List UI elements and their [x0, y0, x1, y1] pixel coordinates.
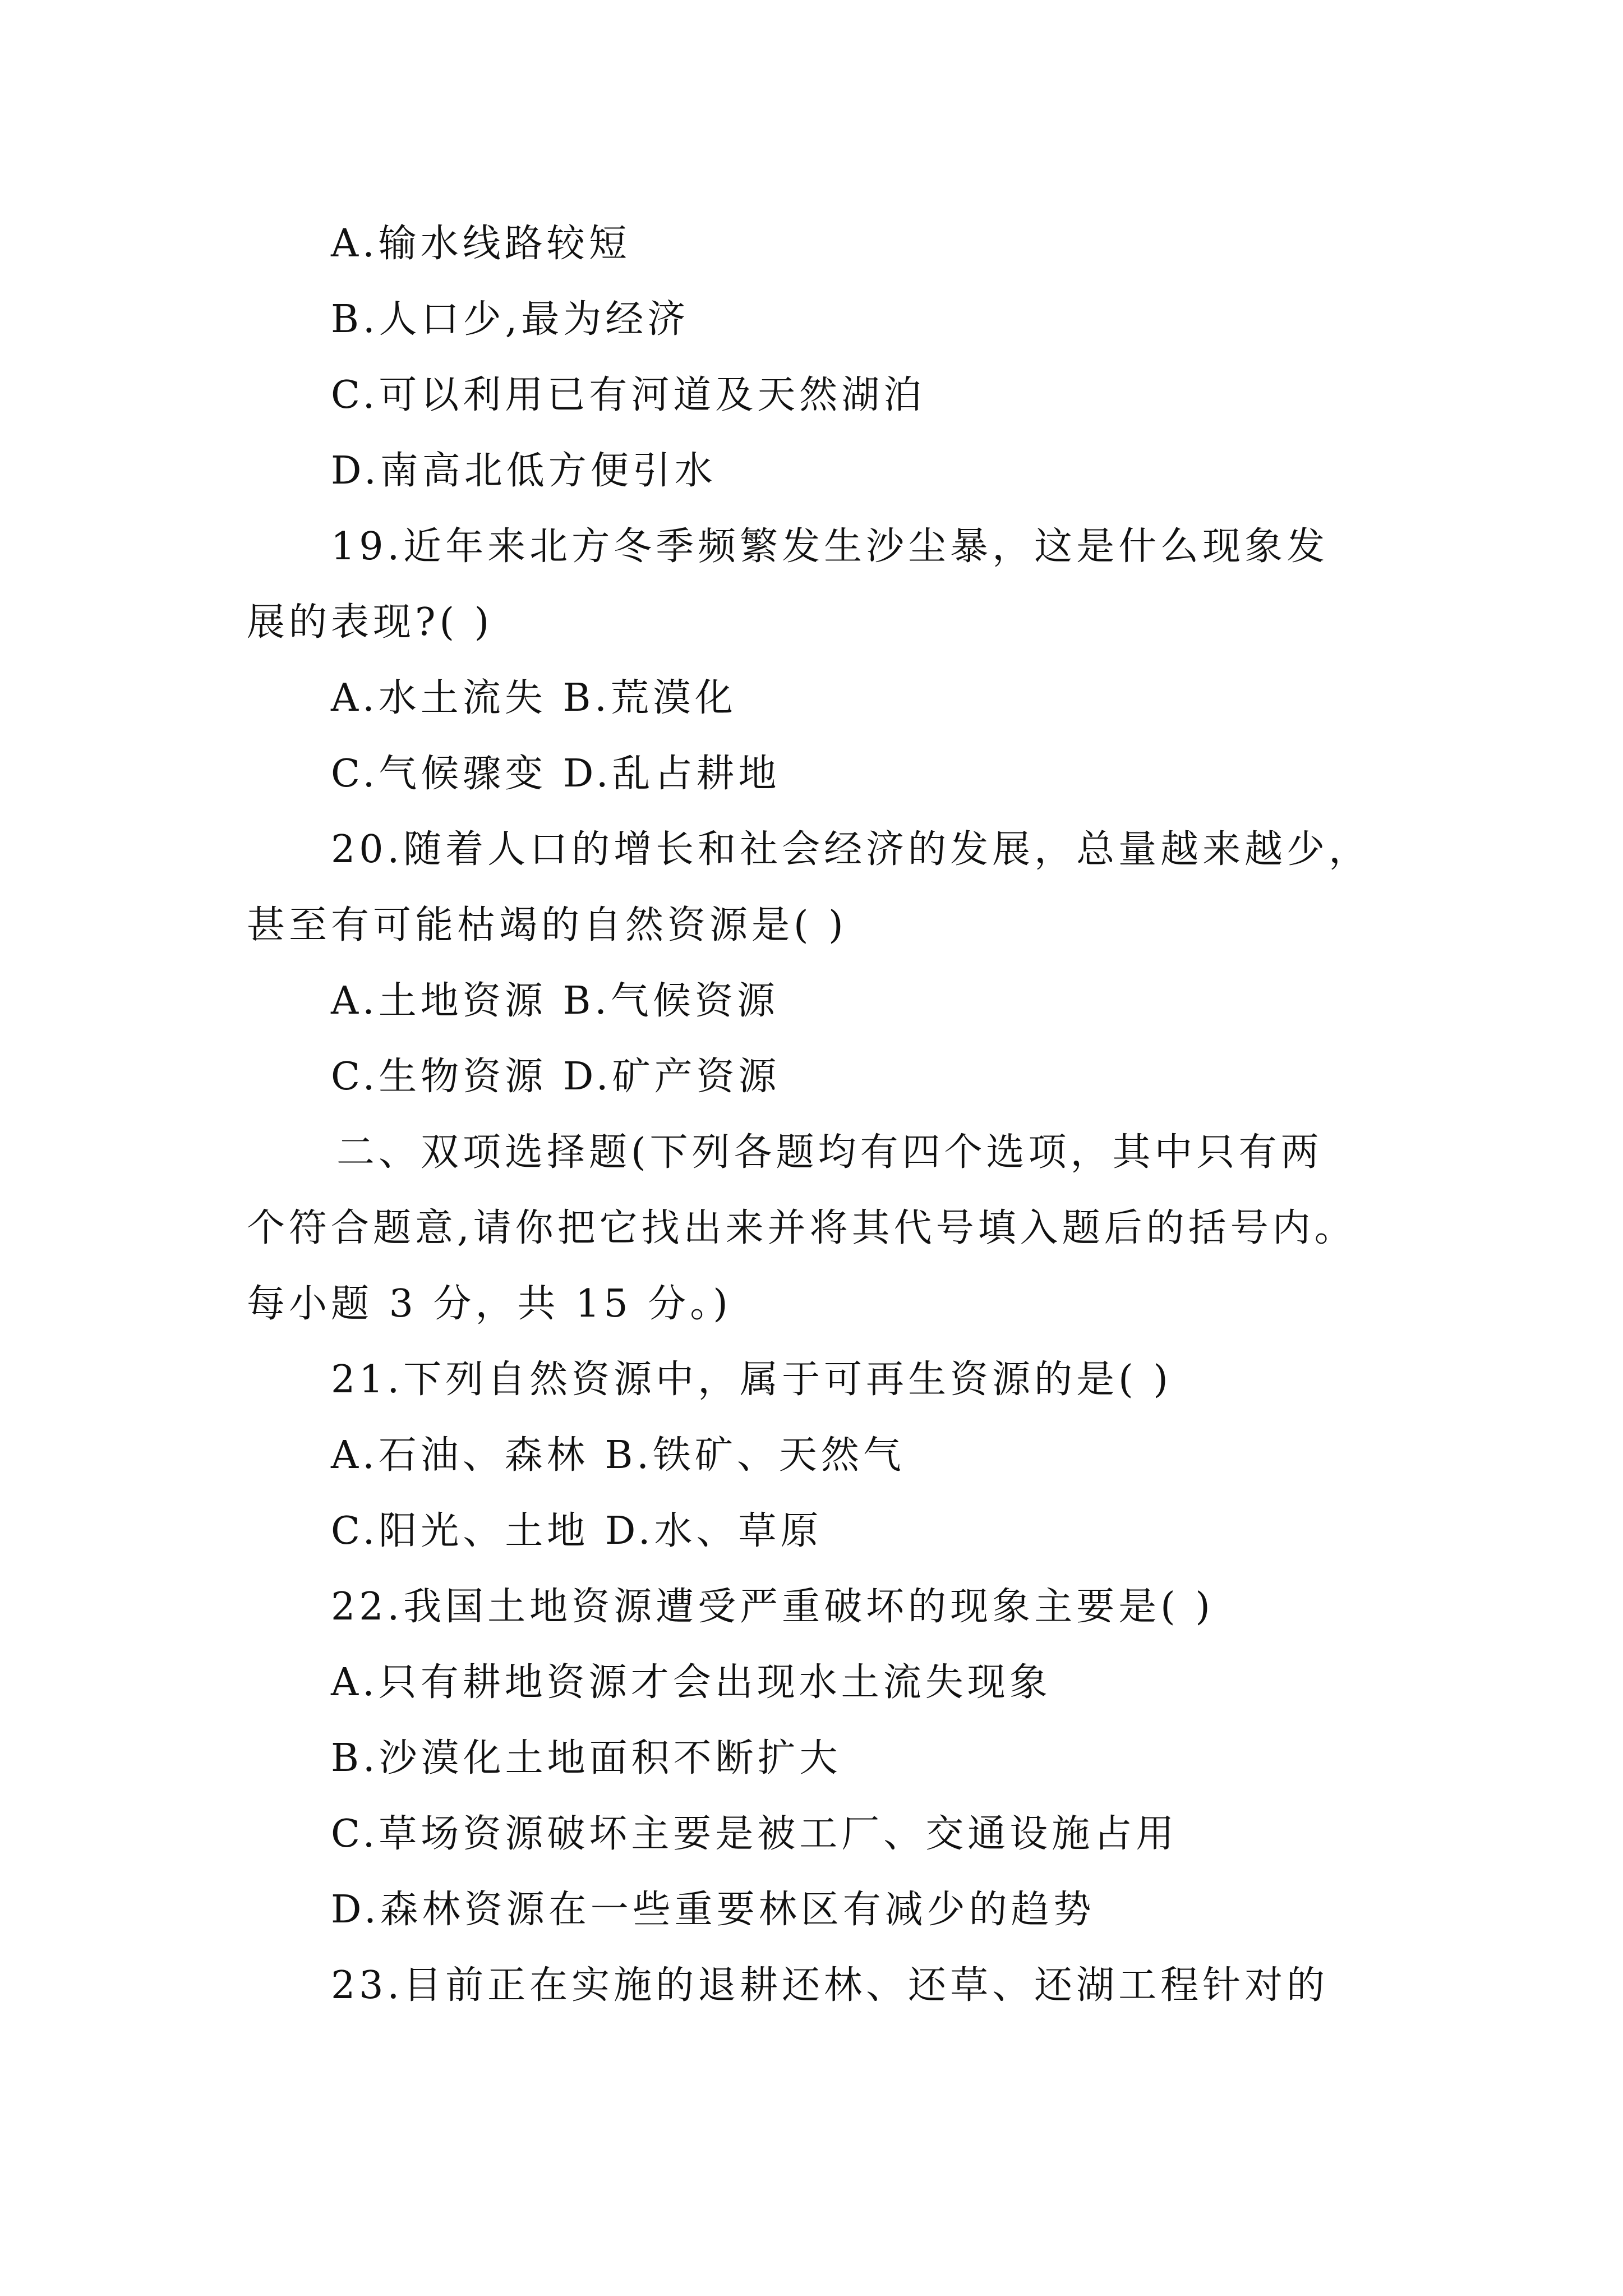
- options-21-cd: C.阳光、土地 D.水、草原: [331, 1509, 823, 1553]
- options-19-ab: A.水土流失 B.荒漠化: [331, 676, 737, 720]
- question-23: 23.目前正在实施的退耕还林、还草、还湖工程针对的: [331, 1963, 1329, 2008]
- section-scoring-note: 每小题 3 分，共 15 分。): [247, 1282, 732, 1326]
- option-22-d: D.森林资源在一些重要林区有减少的趋势: [331, 1888, 1095, 1932]
- question-19: 19.近年来北方冬季频繁发生沙尘暴，这是什么现象发: [331, 524, 1329, 569]
- question-19-cont: 展的表现?( ): [247, 600, 494, 645]
- option-18-b: B.人口少,最为经济: [331, 297, 690, 342]
- option-18-c: C.可以利用已有河道及天然湖泊: [331, 373, 926, 417]
- section-heading-cont: 个符合题意,请你把它找出来并将其代号填入题后的括号内。: [247, 1206, 1357, 1250]
- question-20-cont: 甚至有可能枯竭的自然资源是( ): [247, 903, 847, 947]
- question-21: 21.下列自然资源中，属于可再生资源的是( ): [331, 1358, 1172, 1402]
- option-22-a: A.只有耕地资源才会出现水土流失现象: [331, 1660, 1052, 1705]
- option-18-a: A.输水线路较短: [331, 222, 631, 266]
- question-20: 20.随着人口的增长和社会经济的发展，总量越来越少，: [331, 827, 1371, 872]
- options-21-ab: A.石油、森林 B.铁矿、天然气: [331, 1433, 905, 1478]
- option-22-c: C.草场资源破坏主要是被工厂、交通设施占用: [331, 1812, 1178, 1856]
- options-20-cd: C.生物资源 D.矿产资源: [331, 1055, 781, 1099]
- section-heading: 二、双项选择题(下列各题均有四个选项，其中只有两: [336, 1130, 1323, 1175]
- options-19-cd: C.气候骤变 D.乱占耕地: [331, 752, 781, 796]
- option-22-b: B.沙漠化土地面积不断扩大: [331, 1736, 842, 1780]
- options-20-ab: A.土地资源 B.气候资源: [331, 979, 779, 1023]
- question-22: 22.我国土地资源遭受严重破坏的现象主要是( ): [331, 1585, 1214, 1629]
- option-18-d: D.南高北低方便引水: [331, 449, 717, 493]
